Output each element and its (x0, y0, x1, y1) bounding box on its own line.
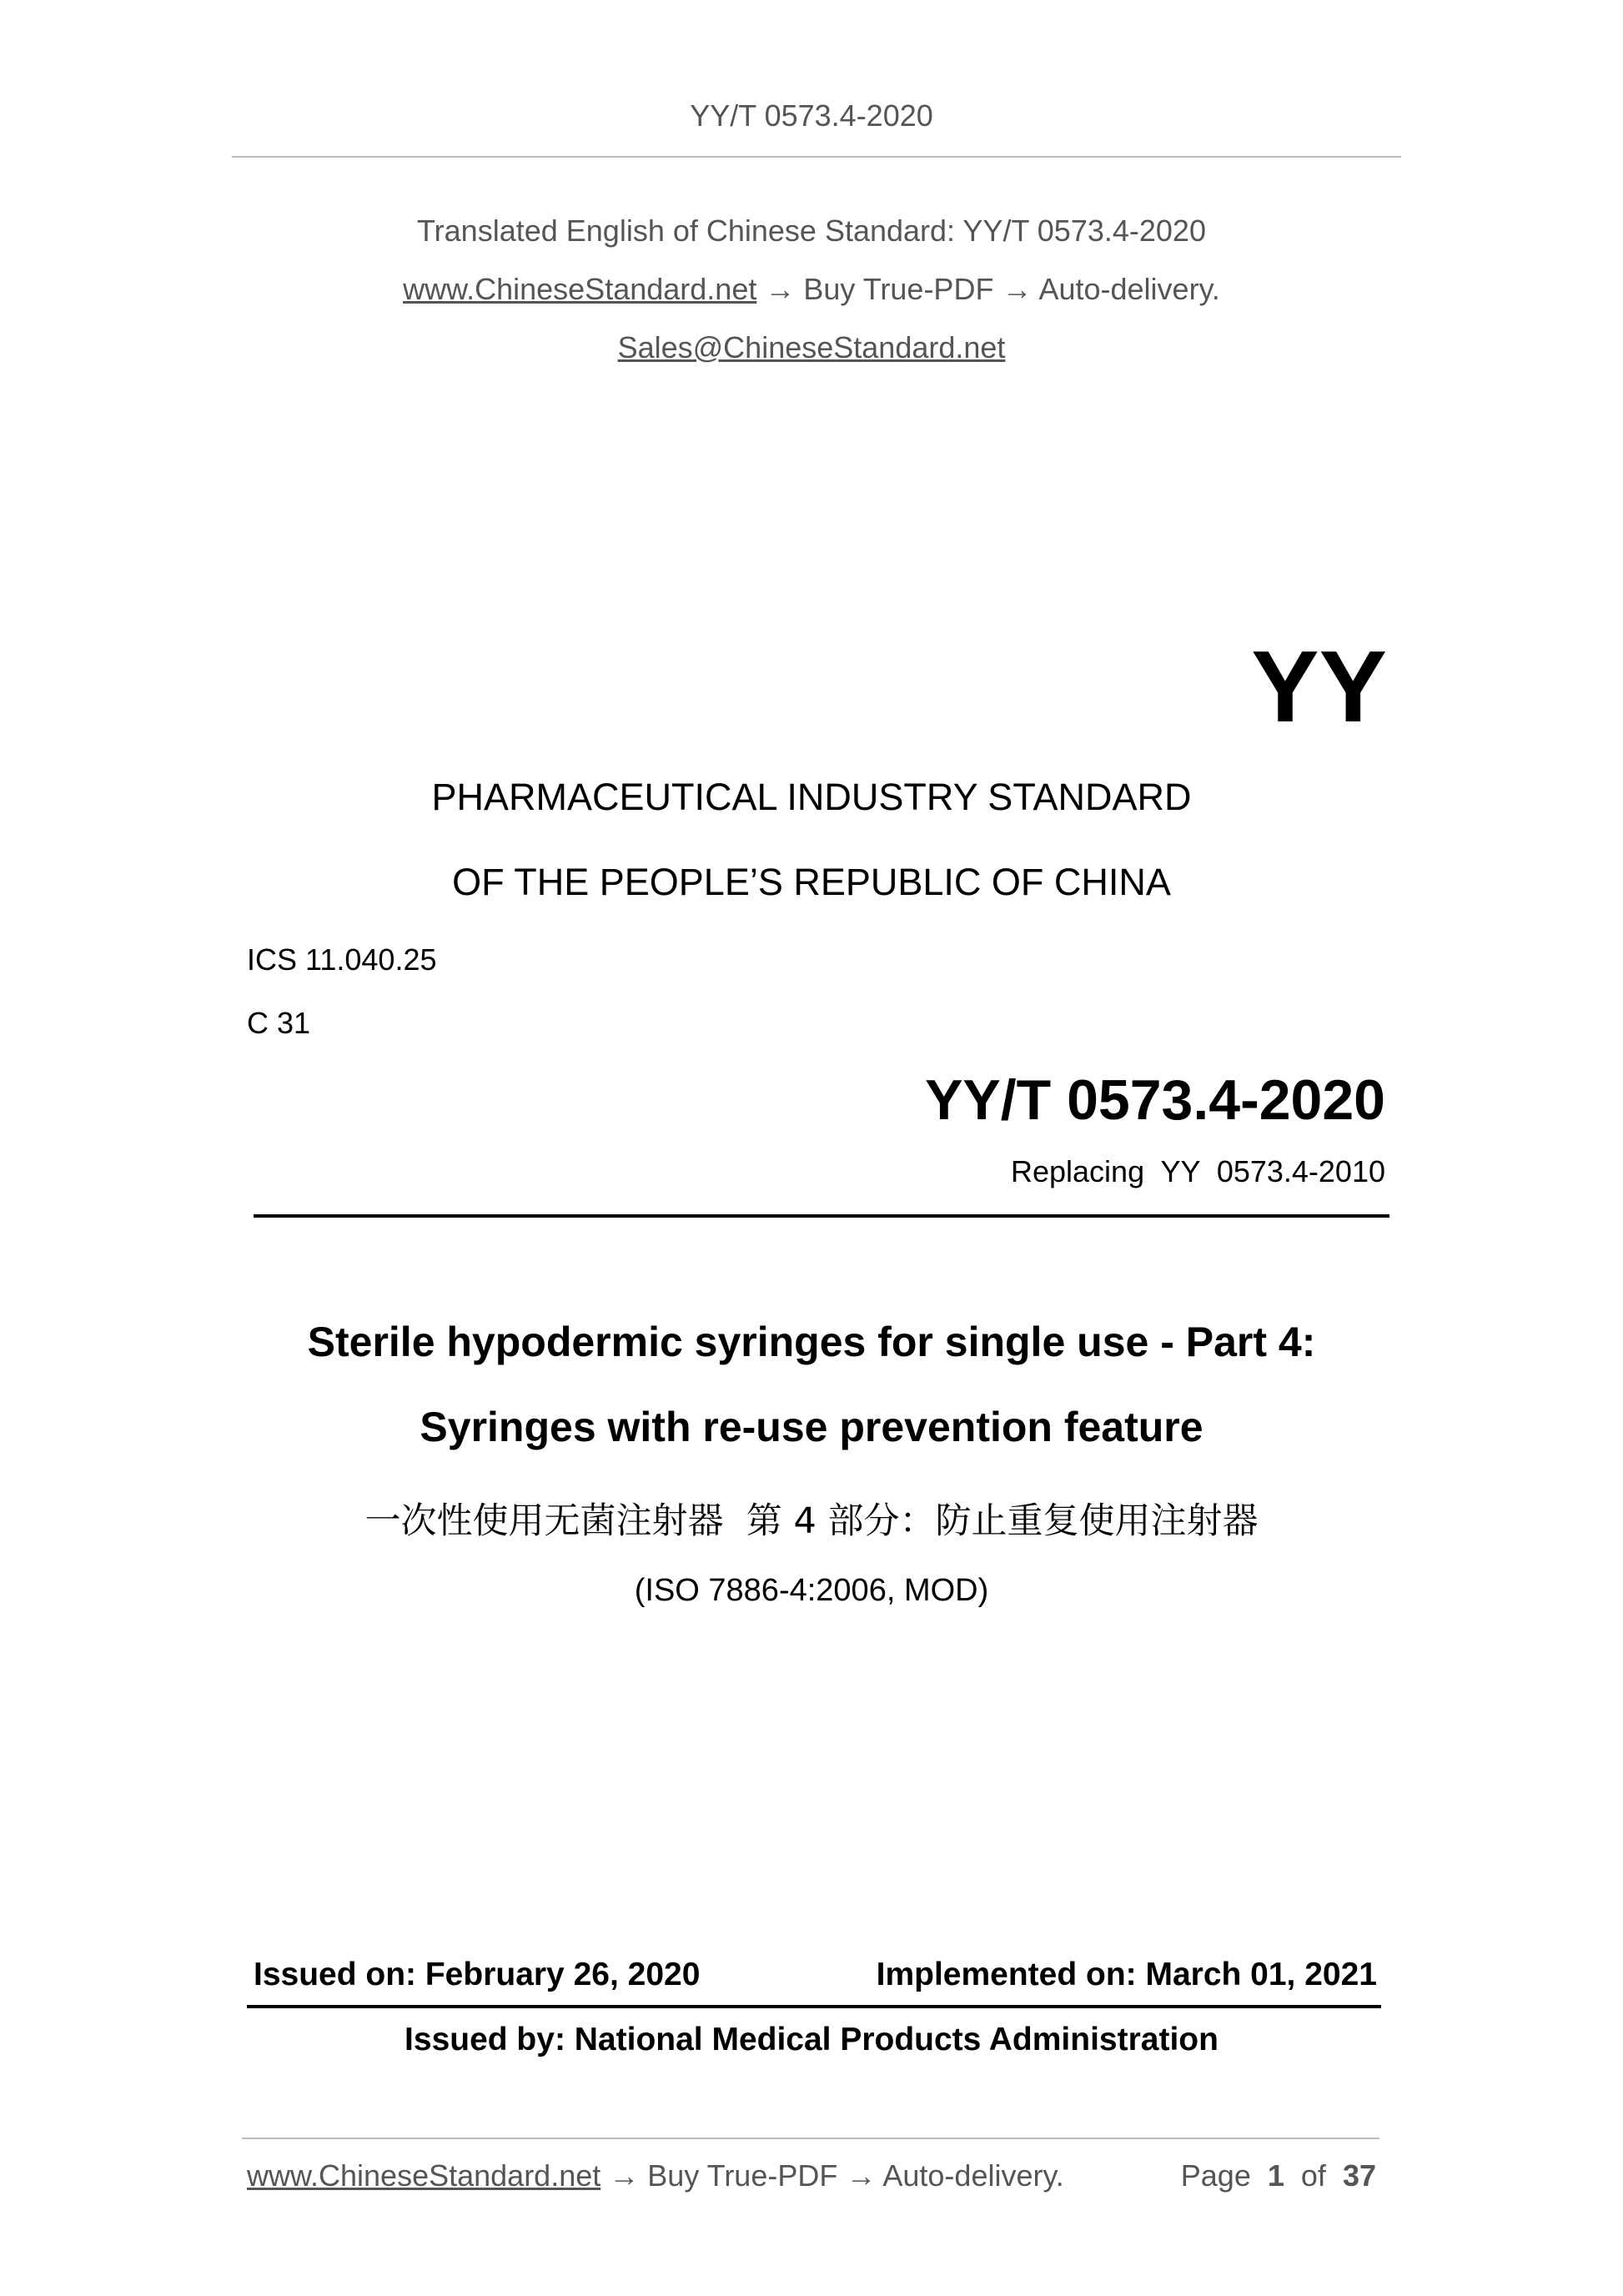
translation-line: Translated English of Chinese Standard: YY/T 0573.4-2020 (417, 214, 1206, 248)
issued-by: Issued by: National Medical Products Administration (404, 2022, 1219, 2057)
footer-site-link[interactable]: www.ChineseStandard.net (247, 2158, 601, 2193)
delivery-text: Auto-delivery. (1038, 272, 1220, 306)
arrow-right-icon: → (1002, 272, 1033, 306)
email-line (0, 330, 1623, 365)
replacing-note: Replacing YY 0573.4-2010 (1010, 1154, 1385, 1188)
chinese-title: 一次性使用无菌注射器 第 4 部分：防止重复使用注射器 (364, 1500, 1259, 1542)
ics-code: ICS 11.040.25 (247, 942, 437, 977)
email-link[interactable]: Sales@ChineseStandard.net (617, 330, 1006, 364)
issued-date: Issued on: February 26, 2020 (254, 1957, 701, 1992)
footer-buy-text: Buy True-PDF (647, 2158, 838, 2193)
buy-line (0, 272, 1623, 307)
page-indicator (1181, 2158, 1376, 2193)
title-line-2: Syringes with re-use prevention feature (420, 1404, 1203, 1450)
arrow-right-icon: → (609, 2158, 640, 2193)
implemented-date: Implemented on: March 01, 2021 (876, 1957, 1377, 1992)
number-divider (254, 1214, 1389, 1218)
arrow-right-icon: → (846, 2158, 877, 2193)
footer-buy-line (247, 2158, 1064, 2193)
title-line-1: Sterile hypodermic syringes for single use - Part 4: (307, 1319, 1316, 1365)
org-line-2: OF THE PEOPLE’S REPUBLIC OF CHINA (452, 861, 1171, 903)
org-line-1: PHARMACEUTICAL INDUSTRY STANDARD (431, 776, 1192, 818)
buy-text: Buy True-PDF (803, 272, 994, 306)
dates-divider (247, 2005, 1381, 2008)
arrow-right-icon: → (765, 272, 796, 306)
page-current: 1 (1267, 2158, 1284, 2193)
running-header (0, 98, 1623, 133)
page-of: of (1300, 2158, 1326, 2193)
page-total: 37 (1342, 2158, 1376, 2193)
page-label: Page (1180, 2158, 1251, 2193)
running-title: YY/T 0573.4-2020 (690, 98, 933, 133)
iso-reference: (ISO 7886-4:2006, MOD) (634, 1573, 989, 1608)
ccs-code: C 31 (247, 1006, 311, 1040)
site-link[interactable]: www.ChineseStandard.net (403, 272, 757, 306)
header-divider (232, 156, 1401, 158)
standard-number: YY/T 0573.4-2020 (925, 1068, 1385, 1132)
footer-divider (242, 2138, 1379, 2139)
footer-delivery-text: Auto-delivery. (882, 2158, 1064, 2193)
category-code: YY (1251, 630, 1387, 743)
